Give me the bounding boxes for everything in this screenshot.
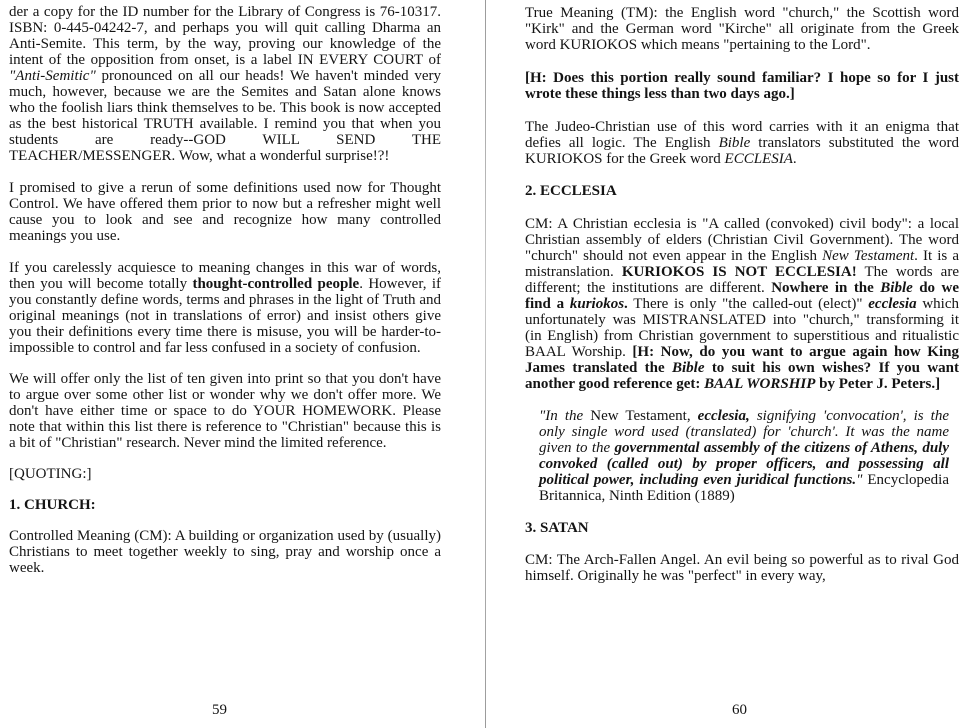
- paragraph: [525, 552, 959, 584]
- section-heading: [525, 520, 959, 536]
- text-run: CM: The Arch-Fallen Angel. An evil being so powerful as to rival God himself. Originally he was "perfect" in every way,: [525, 552, 959, 584]
- text-run: ecclesia,: [697, 408, 757, 424]
- text-run: which unfortunately was MISTRANSLATED into "church," transforming it (in English) from Christian government to superstitious and ritualistic BAAL Worship.: [525, 296, 959, 360]
- text-run: do we find a: [525, 280, 959, 312]
- text-run: . However, if you constantly define words, terms and phrases in the light of Truth and original meanings (not in translations of error) and insist others give you their definitions every time there is misuse, you will be harder-to-impossible to control and far less confused in a society of confusion.: [9, 276, 441, 356]
- text-run: The Judeo-Christian use of this word carries with it an enigma that defies all logic. The English: [525, 119, 959, 151]
- text-run: [H: Now, do you want to argue again how King James translated the: [525, 344, 959, 376]
- text-run: by Peter J. Peters.]: [815, 376, 941, 392]
- text-run: True Meaning (TM): the English word "church," the Scottish word "Kirk" and the German word "Kirche" all originate from the Greek word KURIOKOS which means "pertaining to the Lord".: [525, 5, 959, 53]
- text-run: .: [624, 296, 628, 312]
- page-number: 59: [212, 702, 227, 718]
- text-run: [QUOTING:]: [9, 466, 92, 482]
- text-run: to suit his own wishes? If you want another good reference get:: [525, 360, 959, 392]
- text-run: Bible: [671, 360, 705, 376]
- paragraph: [9, 371, 441, 451]
- right-text-column: [525, 5, 959, 584]
- text-run: I promised to give a rerun of some definitions used now for Thought Control. We have offered them prior to now but a refresher might well cause you to look and see and recognize how many controlled meanings you use.: [9, 180, 441, 244]
- text-run: "Anti-Semitic": [9, 68, 96, 84]
- text-run: [H: Does this portion really sound familiar? I hope so for I just wrote these things less than two days ago.]: [525, 70, 959, 102]
- text-run: . It is a mistranslation.: [525, 248, 959, 280]
- text-run: We will offer only the list of ten given into print so that you don't have to argue over some other list or wonder why we don't offer more. We don't have either time or space to do YOUR HOMEWORK. Please note that within this list there is reference to "Christian" because this is a bit of "Christian" research. Never mind the limited reference.: [9, 371, 441, 451]
- text-run: ecclesia: [868, 296, 917, 312]
- text-run: Bible: [718, 135, 751, 151]
- text-run: .: [792, 151, 797, 167]
- text-run: thought-controlled people: [192, 276, 360, 292]
- text-run: KURIOKOS IS NOT ECCLESIA!: [621, 264, 857, 280]
- paragraph: [9, 260, 441, 356]
- text-run: kuriokos: [569, 296, 625, 312]
- text-run: translators substituted the word KURIOKOS for the Greek word: [525, 135, 960, 167]
- left-text-column: [9, 4, 441, 576]
- paragraph: [9, 528, 441, 576]
- encyclopedia-quote: [525, 408, 959, 504]
- right-page: [487, 0, 976, 728]
- left-page: [0, 0, 486, 728]
- text-run: 2. ECCLESIA: [525, 183, 617, 199]
- text-run: The words are different; the institutions are different.: [525, 264, 959, 296]
- text-run: New Testament: [822, 248, 915, 264]
- section-heading: [9, 497, 441, 513]
- paragraph: [525, 216, 959, 392]
- paragraph: [9, 180, 441, 244]
- text-run: 1. CHURCH:: [9, 497, 96, 513]
- text-run: If you carelessly acquiesce to meaning changes in this war of words, then you will become totally: [9, 260, 441, 292]
- text-run: governmental assembly of the citizens of Athens, duly convoked (called out) by proper officers, and possessing all political power, including even juridical functions.: [539, 440, 949, 488]
- text-run: BAAL WORSHIP: [704, 376, 816, 392]
- text-run: signifying 'convocation', is the only single word used (translated) for 'church'. It was the name given to the: [539, 408, 950, 456]
- quoting-marker: [9, 466, 441, 482]
- text-run: 3. SATAN: [525, 520, 589, 536]
- text-run: pronounced on all our heads! We haven't minded very much, however, because we are the Semites and Satan alone knows who the foolish liars think themselves to be. This book is now accepted as the best historical TRUTH available. I remind you that when you students are ready--GOD WILL SEND THE TEACHER/MESSENGER. Wow, what a wonderful surprise!?!: [9, 68, 441, 164]
- book-spine: [485, 0, 486, 728]
- text-run: Controlled Meaning (CM): A building or organization used by (usually) Christians to meet together weekly to sing, pray and worship once a week.: [9, 528, 441, 576]
- text-run: der a copy for the ID number for the Library of Congress is 76-10317. ISBN: 0-445-04242-7, and perhaps you will quit calling Dharma an Anti-Semite. This term, by the way, proving our knowledge of the intent of the opposition from onset, is a label IN EVERY COURT of: [9, 4, 441, 68]
- section-heading: [525, 183, 959, 199]
- text-run: There is only "the called-out (elect)": [627, 296, 869, 312]
- paragraph: [525, 5, 959, 53]
- text-run: Bible: [880, 280, 913, 296]
- text-run: Encyclopedia Britannica, Ninth Edition (1889): [539, 472, 950, 504]
- paragraph: [9, 4, 441, 164]
- text-run: "In the: [539, 408, 591, 424]
- text-run: Nowhere in the: [771, 280, 881, 296]
- text-run: ECCLESIA: [724, 151, 793, 167]
- paragraph: [525, 119, 959, 167]
- text-run: ": [856, 472, 863, 488]
- text-run: CM: A Christian ecclesia is "A called (convoked) civil body": a local Christian assembly of elders (Christian Civil Government). The word "church" should not even appear in the English: [525, 216, 959, 264]
- hatonn-comment: [525, 70, 959, 102]
- text-run: New Testament,: [590, 408, 698, 424]
- page-number: 60: [732, 702, 747, 718]
